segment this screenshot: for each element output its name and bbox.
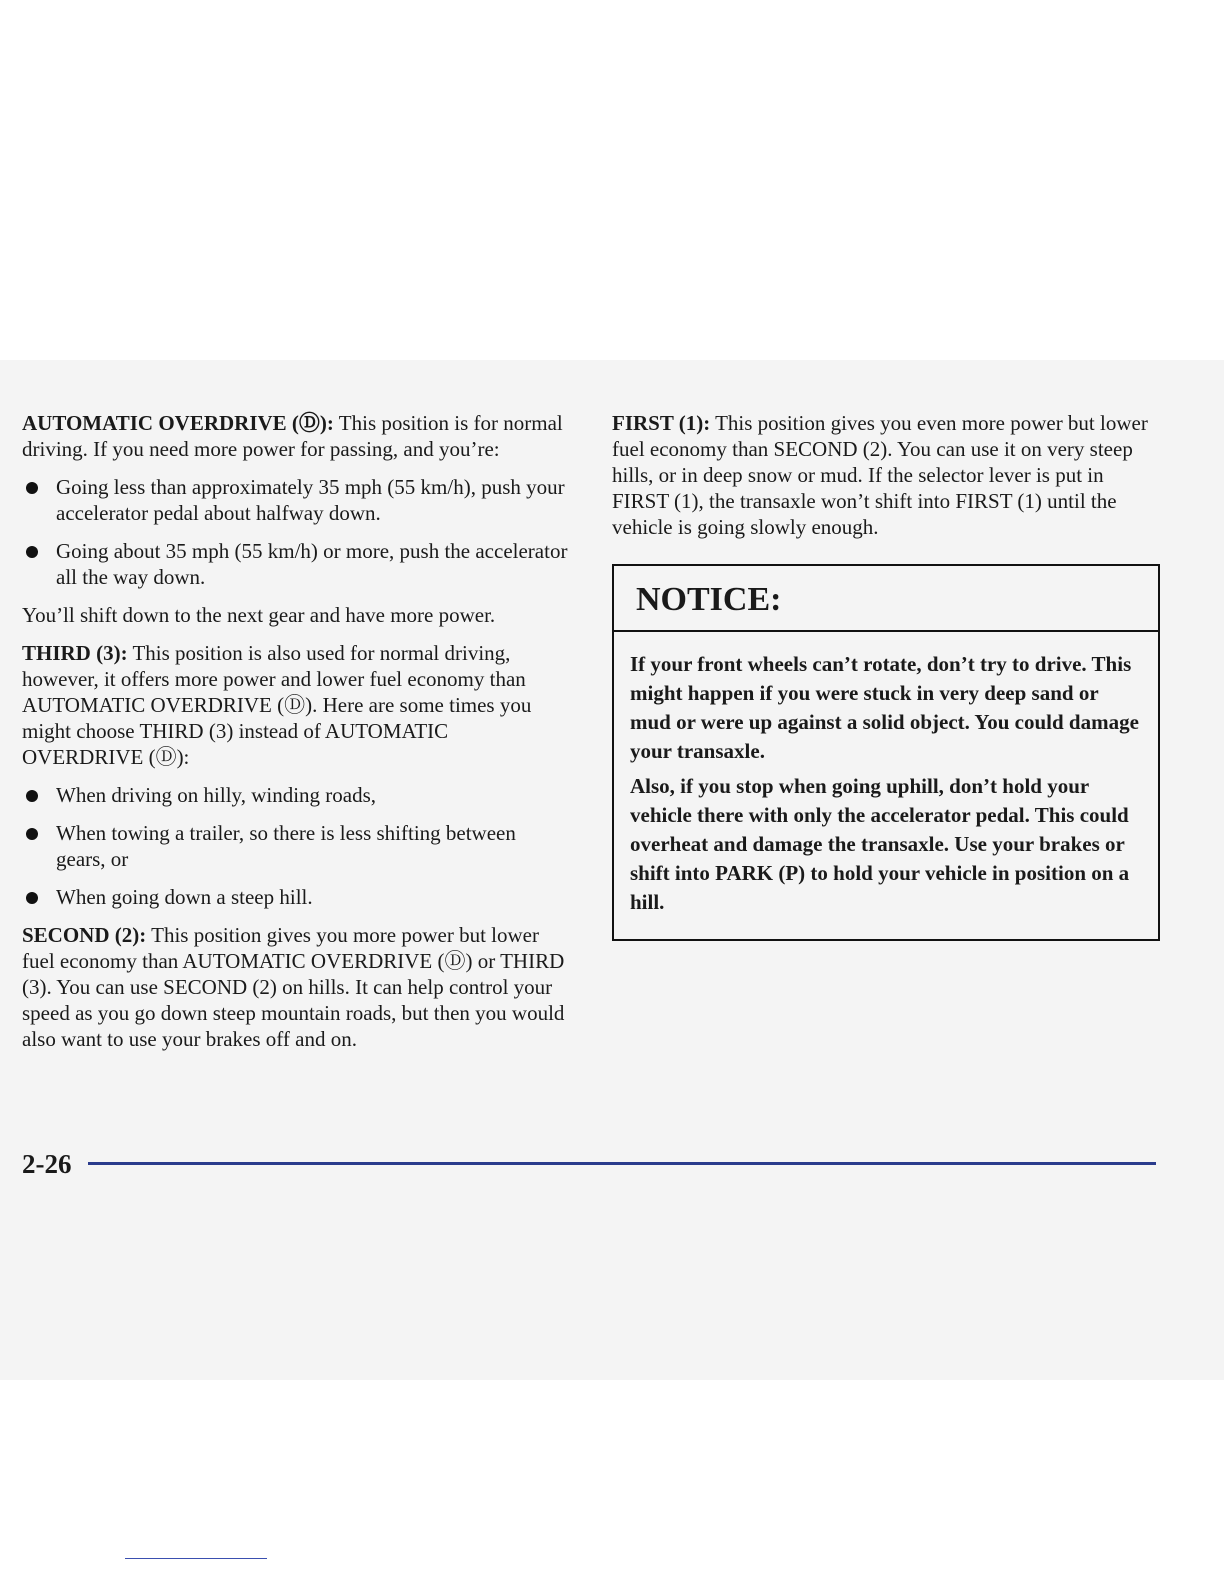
bullet-icon: [26, 828, 38, 840]
third-term: THIRD (3):: [22, 641, 128, 665]
list-item-text: Going less than approximately 35 mph (55 km/h), push your accelerator pedal about halfway down.: [56, 475, 565, 525]
bottom-rule: [125, 1558, 267, 1559]
list-item-text: When driving on hilly, winding roads,: [56, 783, 377, 807]
shift-down-paragraph: You’ll shift down to the next gear and have more power.: [22, 603, 496, 627]
bullet-icon: [26, 892, 38, 904]
bullet-icon: [26, 790, 38, 802]
right-column: [612, 410, 1160, 941]
first-term: FIRST (1):: [612, 411, 711, 435]
bullet-icon: [26, 482, 38, 494]
second-term: SECOND (2):: [22, 923, 147, 947]
notice-body: [614, 632, 1158, 939]
list-item: [22, 782, 570, 808]
list-item: [22, 820, 570, 872]
notice-title: NOTICE:: [614, 566, 1158, 632]
left-column: [22, 410, 570, 1064]
notice-paragraph: If your front wheels can’t rotate, don’t try to drive. This might happen if you were stuck in very deep sand or mud or were up against a solid object. You could damage your transaxle.: [630, 652, 1139, 763]
list-item: [22, 538, 570, 590]
list-item-text: When going down a steep hill.: [56, 885, 313, 909]
page-number: 2-26: [22, 1149, 72, 1179]
first-text: This position gives you even more power but lower fuel economy than SECOND (2). You can use it on very steep hills, or in deep snow or mud. If the selector lever is put in FIRST (1), the transaxle won’t shift into FIRST (1) until the vehicle is going slowly enough.: [612, 411, 1148, 539]
third-text: This position is also used for normal driving, however, it offers more power and lower fuel economy than AUTOMATIC OVERDRIVE (Ⓓ). Here are some times you might choose THIRD (3) instead of AUTOMATIC OVERDRIVE (Ⓓ):: [22, 641, 532, 769]
automatic-overdrive-text: This position is for normal driving. If you need more power for passing, and you’re:: [22, 411, 563, 461]
first-paragraph: [612, 410, 1160, 540]
third-bullet-list: [22, 782, 570, 910]
list-item: [22, 474, 570, 526]
third-paragraph: [22, 640, 570, 770]
second-paragraph: [22, 922, 570, 1052]
list-item-text: When towing a trailer, so there is less shifting between gears, or: [56, 821, 516, 871]
footer-rule: [88, 1162, 1156, 1165]
notice-box: [612, 564, 1160, 941]
list-item: [22, 884, 570, 910]
automatic-overdrive-term: AUTOMATIC OVERDRIVE (Ⓓ):: [22, 411, 334, 435]
bullet-icon: [26, 546, 38, 558]
notice-paragraph: Also, if you stop when going uphill, don’t hold your vehicle there with only the accelerator pedal. This could overheat and damage the transaxle. Use your brakes or shift into PARK (P) to hold your vehicle in position on a hill.: [630, 774, 1130, 914]
page-footer: [22, 1146, 1156, 1182]
list-item-text: Going about 35 mph (55 km/h) or more, push the accelerator all the way down.: [56, 539, 568, 589]
second-text: This position gives you more power but lower fuel economy than AUTOMATIC OVERDRIVE (Ⓓ) or THIRD (3). You can use SECOND (2) on hills. It can help control your speed as you go down steep mountain roads, but then you would also want to use your brakes off and on.: [22, 923, 565, 1051]
overdrive-bullet-list: [22, 474, 570, 590]
automatic-overdrive-paragraph: [22, 410, 570, 462]
